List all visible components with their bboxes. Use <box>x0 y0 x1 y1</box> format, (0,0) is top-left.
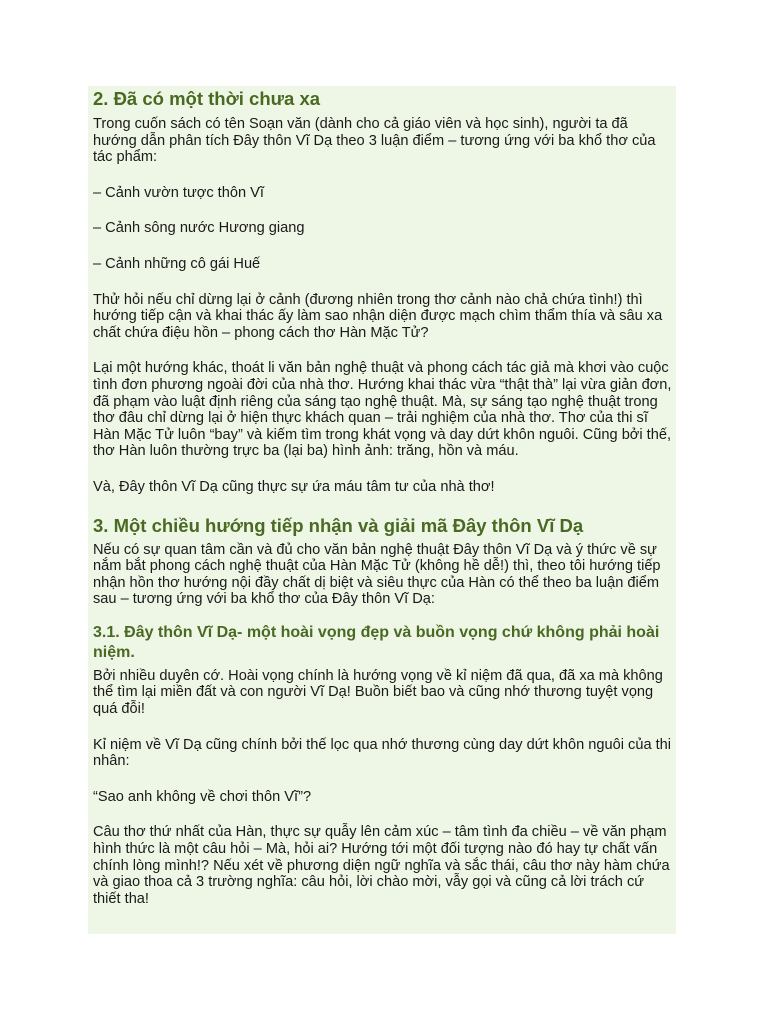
paragraph: Câu thơ thứ nhất của Hàn, thực sự quẫy lên cảm xúc – tâm tình đa chiều – về văn phạm hình thức là một câu hỏi – Mà, hỏi ai? Hướng tới một đối tượng nào đó hay tự chất vấn chính lòng mình!? Nếu xét về phương diện ngữ nghĩa và sắc thái, câu thơ này hàm chứa và giao thoa cả 3 trường nghĩa: câu hỏi, lời chào mời, vẫy gọi và cũng cả lời trách cứ thiết tha! <box>93 824 670 907</box>
section-2-heading: 2. Đã có một thời chưa xa <box>93 88 321 109</box>
list-item: – Cảnh những cô gái Huế <box>93 255 261 272</box>
section-3-1-heading: 3.1. Đây thôn Vĩ Dạ- một hoài vọng đẹp và buồn vọng chứ không phải hoài niệm. <box>93 623 660 661</box>
paragraph: Bởi nhiều duyên cớ. Hoài vọng chính là hướng vọng về kỉ niệm đã qua, đã xa mà không thể tìm lại miền đất và con người Vĩ Dạ! Buồn biết bao và cũng nhớ thương tuyệt vọng quá đỗi! <box>93 667 663 718</box>
paragraph: Trong cuốn sách có tên Soạn văn (dành cho cả giáo viên và học sinh), người ta đã hướng dẫn phân tích Đây thôn Vĩ Dạ theo 3 luận điểm – tương ứng với ba khổ thơ của tác phẩm: <box>93 116 656 166</box>
article-body <box>88 86 676 934</box>
paragraph: Lại một hướng khác, thoát li văn bản nghệ thuật và phong cách tác giả mà khơi vào cuộc tình đơn phương ngoài đời của nhà thơ. Hướng khai thác vừa “thật thà” lại vừa giản đơn, đã phạm vào luật định riêng của sáng tạo nghệ thuật. Mà, sự sáng tạo nghệ thuật trong thơ đâu chỉ dừng lại ở hiện thực khách quan – trải nghiệm của nhà thơ. Thơ của thi sĩ Hàn Mặc Tử luôn “bay” và kiếm tìm trong khát vọng và day dứt khôn nguôi. Cũng bởi thế, thơ Hàn luôn thường trực ba (lại ba) hình ảnh: trăng, hồn và máu. <box>93 360 672 460</box>
paragraph: Kỉ niệm về Vĩ Dạ cũng chính bởi thế lọc qua nhớ thương cùng day dứt khôn nguôi của thi nhân: <box>93 736 672 770</box>
paragraph: Và, Đây thôn Vĩ Dạ cũng thực sự ứa máu tâm tư của nhà thơ! <box>93 478 495 495</box>
paragraph: Nếu có sự quan tâm cần và đủ cho văn bản nghệ thuật Đây thôn Vĩ Dạ và ý thức về sự nắm bắt phong cách nghệ thuật của Hàn Mặc Tử (không hề dễ!) thì, theo tôi hướng tiếp nhận hồn thơ hướng nội đầy chất dị biệt và siêu thực của Hàn có thể theo ba luận điểm sau – tương ứng với ba khổ thơ của Đây thôn Vĩ Dạ: <box>93 541 661 608</box>
list-item: – Cảnh sông nước Hương giang <box>93 220 305 237</box>
list-item: – Cảnh vườn tược thôn Vĩ <box>93 184 264 201</box>
quote-line: “Sao anh không về chơi thôn Vĩ”? <box>93 788 312 805</box>
section-3-heading: 3. Một chiều hướng tiếp nhận và giải mã Đây thôn Vĩ Dạ <box>93 514 584 536</box>
paragraph: Thử hỏi nếu chỉ dừng lại ở cảnh (đương nhiên trong thơ cảnh nào chả chứa tình!) thì hướng tiếp cận và khai thác ấy làm sao nhận diện được mạch chìm thẩm thía và sâu xa chất chứa điệu hồn – phong cách thơ Hàn Mặc Tử? <box>93 291 663 341</box>
